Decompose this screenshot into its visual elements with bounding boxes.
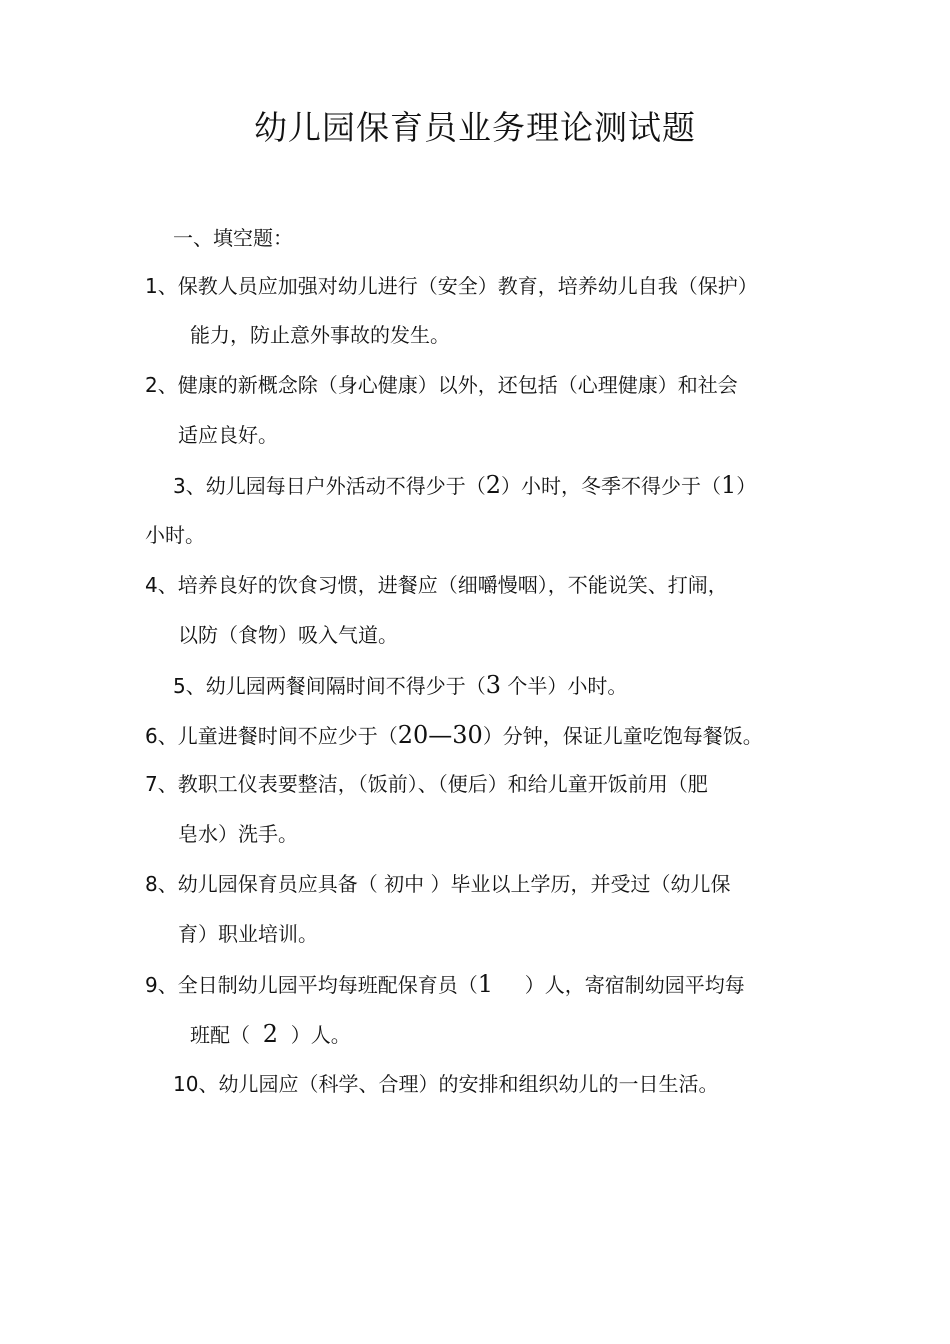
- question-9-text-d: ）人。: [278, 1023, 351, 1047]
- question-3-text-a: 3、幼儿园每日户外活动不得少于（: [173, 474, 486, 498]
- question-9-text-b: ）人，寄宿制幼园平均每: [493, 973, 745, 997]
- question-8-line-1: 8、幼儿园保育员应具备（ 初中 ）毕业以上学历，并受过（幼儿保: [145, 872, 731, 896]
- question-9-text-a: 9、全日制幼儿园平均每班配保育员（: [145, 973, 478, 997]
- question-3-line-2: 小时。: [145, 523, 205, 547]
- question-10: 10、幼儿园应（科学、合理）的安排和组织幼儿的一日生活。: [173, 1072, 719, 1096]
- question-9-answer-2: 2: [262, 1020, 278, 1048]
- question-6: [145, 722, 763, 749]
- question-3-text-b: ）小时，冬季不得少于（: [501, 474, 722, 498]
- question-1-line-2: 能力，防止意外事故的发生。: [190, 323, 450, 347]
- question-6-text-a: 6、儿童进餐时间不应少于（: [145, 724, 398, 748]
- question-6-text-b: ）分钟，保证儿童吃饱每餐饭。: [482, 724, 763, 748]
- question-3-answer-1: 2: [485, 471, 502, 499]
- question-4-line-2: 以防（食物）吸入气道。: [178, 623, 398, 647]
- question-1-line-1: 1、保教人员应加强对幼儿进行（安全）教育，培养幼儿自我（保护）: [145, 274, 758, 298]
- question-7-line-1: 7、教职工仪表要整洁，（饭前）、（便后）和给儿童开饭前用（肥: [145, 772, 708, 796]
- question-9-line-2: [190, 1021, 351, 1048]
- question-5-text-b: 个半）小时。: [501, 674, 628, 698]
- document-title: 幼儿园保育员业务理论测试题: [254, 108, 696, 147]
- question-2-line-1: 2、健康的新概念除（身心健康）以外，还包括（心理健康）和社会: [145, 373, 738, 397]
- question-3-answer-2: 1: [721, 471, 737, 499]
- question-6-answer: 20—30: [397, 721, 483, 749]
- question-2-line-2: 适应良好。: [178, 423, 278, 447]
- question-7-line-2: 皂水）洗手。: [178, 822, 298, 846]
- question-5-answer: 3: [485, 671, 502, 699]
- section-heading: 一、填空题：: [173, 226, 293, 250]
- question-3-text-c: ）: [736, 474, 757, 498]
- question-3-line-1: [173, 472, 756, 499]
- question-5: [173, 672, 627, 699]
- question-8-line-2: 育）职业培训。: [178, 922, 318, 946]
- question-9-line-1: [145, 971, 745, 998]
- question-4-line-1: 4、培养良好的饮食习惯，进餐应（细嚼慢咽），不能说笑、打闹，: [145, 573, 728, 597]
- question-9-text-c: 班配（: [190, 1023, 263, 1047]
- question-9-answer-1: 1: [477, 970, 494, 998]
- question-5-text-a: 5、幼儿园两餐间隔时间不得少于（: [173, 674, 486, 698]
